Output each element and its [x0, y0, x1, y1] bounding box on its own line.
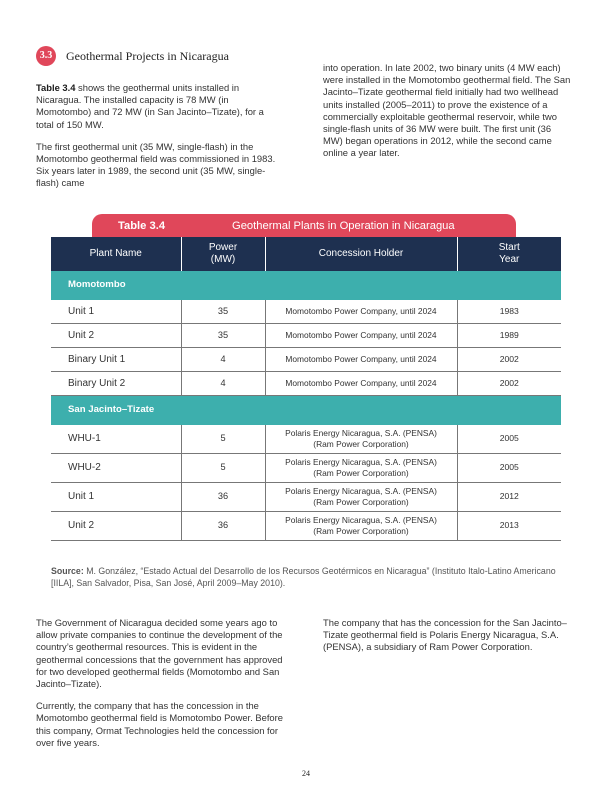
cell-year: 2005 — [457, 425, 561, 454]
cell-plant: WHU-1 — [51, 425, 181, 454]
table-reference: Table 3.4 — [36, 82, 76, 93]
table-row — [51, 483, 561, 512]
body-paragraph-2: Currently, the company that has the concession in the Momotombo geothermal field is Momotombo Power. Before this company, Ormat Technologies held the concession for over five years. — [36, 700, 283, 748]
col-header-power — [181, 237, 265, 271]
source-label: Source: — [51, 566, 84, 576]
cell-holder-line1: Polaris Energy Nicaragua, S.A. (PENSA) — [285, 485, 437, 496]
col-header-start-year — [457, 237, 561, 271]
table-source-note — [51, 565, 561, 589]
table-row — [51, 454, 561, 483]
cell-power: 4 — [181, 348, 265, 372]
intro-paragraph-3: into operation. In late 2002, two binary units (4 MW each) were installed in the Momotombo geothermal field. The San Jacinto–Tizate geothermal field initially had two wellhead units installed (2005–2011) to prove the existence of a commercially exploitable geothermal reservoir, while two single-flash units of 36 MW were built. The first unit (36 MW) began operations in 2012, while the second came online a year later. — [323, 62, 571, 159]
group-row-san-jacinto-tizate — [51, 396, 561, 425]
table-number: Table 3.4 — [118, 220, 166, 232]
col-header-year-line2: Year — [499, 254, 520, 265]
cell-year: 2005 — [457, 454, 561, 483]
cell-holder-line1: Polaris Energy Nicaragua, S.A. (PENSA) — [285, 427, 437, 438]
cell-holder — [265, 512, 457, 541]
cell-year: 1983 — [457, 300, 561, 324]
col-header-concession-holder: Concession Holder — [265, 237, 457, 271]
cell-plant: WHU-2 — [51, 454, 181, 483]
cell-year: 2012 — [457, 483, 561, 512]
cell-holder: Momotombo Power Company, until 2024 — [265, 324, 457, 348]
intro-left-column — [36, 82, 280, 200]
cell-power: 36 — [181, 483, 265, 512]
table-row — [51, 348, 561, 372]
cell-power: 5 — [181, 425, 265, 454]
cell-plant: Unit 2 — [51, 324, 181, 348]
cell-holder-line2: (Ram Power Corporation) — [313, 526, 409, 536]
intro-paragraph-1-text: shows the geothermal units installed in Nicaragua. The installed capacity is 78 MW (in Momotombo) and 72 MW (in San Jacinto–Tizate), for a total of 150 MW. — [36, 82, 264, 130]
cell-plant: Binary Unit 2 — [51, 372, 181, 396]
table-row — [51, 425, 561, 454]
cell-holder-line2: (Ram Power Corporation) — [313, 468, 409, 478]
table-header-row — [51, 237, 561, 271]
cell-holder: Momotombo Power Company, until 2024 — [265, 348, 457, 372]
cell-plant: Unit 1 — [51, 300, 181, 324]
table-row — [51, 324, 561, 348]
source-text: M. González, “Estado Actual del Desarrollo de los Recursos Geotérmicos en Nicaragua” (Instituto Italo-Latino Americano [IILA], San Salvador, Pisa, San José, April 2009–May 2010). — [51, 566, 556, 588]
section-number-badge: 3.3 — [36, 46, 56, 66]
body-paragraph-1: The Government of Nicaragua decided some years ago to allow private companies to continue the development of the country’s geothermal resources. This is evident in the geothermal concessions that the government has approved for two developed geothermal fields (Momotombo and San Jacinto–Tizate). — [36, 617, 283, 690]
intro-right-column — [323, 62, 571, 170]
cell-holder: Momotombo Power Company, until 2024 — [265, 372, 457, 396]
cell-holder-line2: (Ram Power Corporation) — [313, 439, 409, 449]
body-right-column — [323, 617, 575, 664]
col-header-plant-name: Plant Name — [51, 237, 181, 271]
col-header-year-line1: Start — [498, 242, 520, 253]
group-row-momotombo — [51, 271, 561, 300]
intro-paragraph-1 — [36, 82, 280, 131]
cell-plant: Unit 1 — [51, 483, 181, 512]
cell-power: 35 — [181, 300, 265, 324]
cell-year: 2013 — [457, 512, 561, 541]
geothermal-plants-table — [51, 237, 561, 541]
cell-holder-line1: Polaris Energy Nicaragua, S.A. (PENSA) — [285, 514, 437, 525]
cell-power: 5 — [181, 454, 265, 483]
cell-year: 2002 — [457, 372, 561, 396]
page-number: 24 — [302, 769, 310, 778]
intro-paragraph-2: The first geothermal unit (35 MW, single-flash) in the Momotombo geothermal field was commissioned in 1983. Six years later in 1989, the second unit (35 MW, single-flash) came — [36, 140, 276, 189]
cell-year: 2002 — [457, 348, 561, 372]
cell-power: 36 — [181, 512, 265, 541]
table-row — [51, 512, 561, 541]
body-left-column — [36, 617, 290, 759]
cell-holder — [265, 483, 457, 512]
group-name: Momotombo — [51, 271, 561, 300]
cell-holder — [265, 454, 457, 483]
col-header-power-line2: (MW) — [210, 254, 236, 265]
cell-power: 35 — [181, 324, 265, 348]
cell-year: 1989 — [457, 324, 561, 348]
col-header-power-line1: Power — [208, 242, 238, 253]
section-title: Geothermal Projects in Nicaragua — [66, 49, 229, 63]
group-name: San Jacinto–Tizate — [51, 396, 561, 425]
cell-holder-line1: Polaris Energy Nicaragua, S.A. (PENSA) — [285, 456, 437, 467]
cell-holder-line2: (Ram Power Corporation) — [313, 497, 409, 507]
cell-holder: Momotombo Power Company, until 2024 — [265, 300, 457, 324]
table-title: Geothermal Plants in Operation in Nicaragua — [232, 220, 455, 232]
cell-plant: Unit 2 — [51, 512, 181, 541]
cell-power: 4 — [181, 372, 265, 396]
cell-plant: Binary Unit 1 — [51, 348, 181, 372]
table-caption-tab — [92, 214, 516, 238]
table-row — [51, 372, 561, 396]
table-row — [51, 300, 561, 324]
body-paragraph-3: The company that has the concession for the San Jacinto–Tizate geothermal field is Polaris Energy Nicaragua, S.A. (PENSA), a subsidiary of Ram Power Corporation. — [323, 617, 567, 653]
cell-holder — [265, 425, 457, 454]
